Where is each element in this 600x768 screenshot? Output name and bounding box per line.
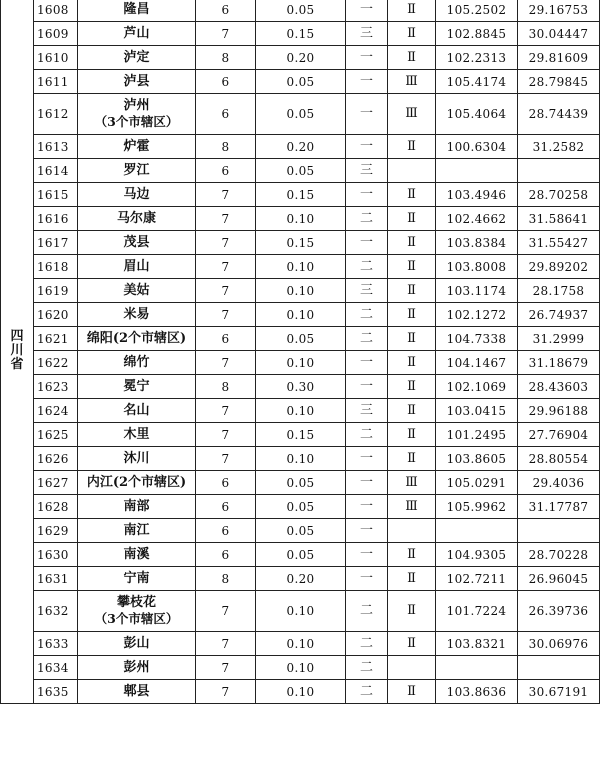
place-name: 彭州: [123, 659, 150, 675]
cell-design-group: 一: [346, 94, 388, 135]
cell-design-group: 三: [346, 399, 388, 423]
cell-design-group: 一: [346, 519, 388, 543]
place-name: 隆昌: [123, 1, 150, 17]
table-row: [1, 591, 600, 632]
cell-place: [78, 327, 196, 351]
cell-design-group: 三: [346, 279, 388, 303]
cell-code: 1608: [34, 0, 78, 22]
cell-code: 1616: [34, 207, 78, 231]
table-row: [1, 0, 600, 22]
cell-place: [78, 656, 196, 680]
cell-latitude: 29.89202: [518, 255, 600, 279]
place-name: 泸定: [123, 49, 150, 65]
cell-latitude: [518, 519, 600, 543]
cell-acceleration: 0.05: [256, 0, 346, 22]
cell-latitude: 28.70258: [518, 183, 600, 207]
cell-design-group: 二: [346, 303, 388, 327]
cell-design-group: 一: [346, 231, 388, 255]
table-row: [1, 351, 600, 375]
cell-place: [78, 303, 196, 327]
cell-latitude: 30.04447: [518, 22, 600, 46]
cell-code: 1632: [34, 591, 78, 632]
cell-intensity: 7: [196, 591, 256, 632]
cell-code: 1627: [34, 471, 78, 495]
cell-latitude: 30.67191: [518, 680, 600, 704]
cell-acceleration: 0.05: [256, 327, 346, 351]
place-name: 泸州: [123, 98, 150, 113]
cell-longitude: 103.8321: [436, 632, 518, 656]
cell-code: 1628: [34, 495, 78, 519]
cell-site-class: Ⅱ: [388, 423, 436, 447]
cell-place: [78, 22, 196, 46]
table-row: [1, 279, 600, 303]
cell-longitude: 105.0291: [436, 471, 518, 495]
cell-longitude: 103.1174: [436, 279, 518, 303]
cell-intensity: 7: [196, 351, 256, 375]
cell-latitude: 29.4036: [518, 471, 600, 495]
table-row: [1, 255, 600, 279]
cell-place: [78, 543, 196, 567]
cell-code: 1629: [34, 519, 78, 543]
cell-acceleration: 0.20: [256, 567, 346, 591]
cell-design-group: 一: [346, 70, 388, 94]
cell-acceleration: 0.10: [256, 279, 346, 303]
cell-acceleration: 0.05: [256, 495, 346, 519]
cell-site-class: Ⅱ: [388, 351, 436, 375]
table-row: [1, 656, 600, 680]
cell-longitude: 103.4946: [436, 183, 518, 207]
cell-intensity: 7: [196, 656, 256, 680]
cell-site-class: Ⅲ: [388, 471, 436, 495]
cell-place: [78, 495, 196, 519]
cell-design-group: 二: [346, 327, 388, 351]
cell-design-group: 一: [346, 0, 388, 22]
cell-acceleration: 0.15: [256, 423, 346, 447]
cell-intensity: 7: [196, 680, 256, 704]
cell-intensity: 7: [196, 399, 256, 423]
table-row: [1, 327, 600, 351]
table-row: [1, 471, 600, 495]
cell-place: [78, 423, 196, 447]
cell-intensity: 6: [196, 471, 256, 495]
cell-code: 1612: [34, 94, 78, 135]
cell-intensity: 7: [196, 303, 256, 327]
cell-code: 1631: [34, 567, 78, 591]
cell-latitude: 28.79845: [518, 70, 600, 94]
cell-acceleration: 0.15: [256, 22, 346, 46]
place-name: 冕宁: [123, 378, 150, 394]
cell-design-group: 二: [346, 632, 388, 656]
place-name: 芦山: [123, 25, 150, 41]
place-name: 郫县: [123, 683, 150, 699]
cell-site-class: Ⅲ: [388, 70, 436, 94]
cell-design-group: 一: [346, 543, 388, 567]
cell-site-class: Ⅱ: [388, 680, 436, 704]
cell-site-class: Ⅱ: [388, 46, 436, 70]
cell-latitude: 28.74439: [518, 94, 600, 135]
cell-site-class: Ⅲ: [388, 94, 436, 135]
cell-place: [78, 207, 196, 231]
table-row: [1, 22, 600, 46]
cell-intensity: 7: [196, 255, 256, 279]
cell-acceleration: 0.10: [256, 399, 346, 423]
cell-site-class: Ⅱ: [388, 135, 436, 159]
cell-code: 1633: [34, 632, 78, 656]
cell-code: 1622: [34, 351, 78, 375]
cell-intensity: 6: [196, 94, 256, 135]
place-name: 美姑: [123, 282, 150, 298]
place-name: 米易: [123, 306, 150, 322]
table-row: [1, 399, 600, 423]
cell-code: 1610: [34, 46, 78, 70]
cell-design-group: 一: [346, 351, 388, 375]
cell-site-class: Ⅱ: [388, 632, 436, 656]
cell-longitude: 103.8008: [436, 255, 518, 279]
cell-site-class: Ⅱ: [388, 447, 436, 471]
table-row: [1, 135, 600, 159]
cell-longitude: [436, 519, 518, 543]
cell-design-group: 二: [346, 591, 388, 632]
table-row: [1, 519, 600, 543]
cell-latitude: 31.2582: [518, 135, 600, 159]
table-row: [1, 543, 600, 567]
table-row: [1, 183, 600, 207]
cell-design-group: 一: [346, 135, 388, 159]
cell-latitude: [518, 159, 600, 183]
cell-acceleration: 0.05: [256, 70, 346, 94]
cell-intensity: 7: [196, 279, 256, 303]
cell-intensity: 6: [196, 519, 256, 543]
cell-code: 1611: [34, 70, 78, 94]
cell-design-group: 一: [346, 495, 388, 519]
cell-design-group: 二: [346, 680, 388, 704]
place-name: 绵阳(2个市辖区): [86, 330, 187, 346]
cell-site-class: Ⅱ: [388, 231, 436, 255]
cell-code: 1615: [34, 183, 78, 207]
cell-longitude: 103.8636: [436, 680, 518, 704]
place-name: 宁南: [123, 570, 150, 586]
cell-site-class: Ⅱ: [388, 327, 436, 351]
cell-site-class: [388, 519, 436, 543]
cell-place: [78, 135, 196, 159]
cell-site-class: Ⅱ: [388, 543, 436, 567]
cell-longitude: [436, 159, 518, 183]
cell-place: [78, 94, 196, 135]
cell-place: [78, 231, 196, 255]
cell-code: 1614: [34, 159, 78, 183]
cell-place: [78, 591, 196, 632]
table-row: [1, 70, 600, 94]
cell-latitude: 31.55427: [518, 231, 600, 255]
cell-design-group: 二: [346, 207, 388, 231]
cell-place: [78, 0, 196, 22]
cell-latitude: 28.1758: [518, 279, 600, 303]
cell-intensity: 6: [196, 543, 256, 567]
cell-latitude: 29.81609: [518, 46, 600, 70]
cell-longitude: 101.7224: [436, 591, 518, 632]
cell-latitude: 26.96045: [518, 567, 600, 591]
cell-latitude: 26.74937: [518, 303, 600, 327]
cell-code: 1630: [34, 543, 78, 567]
table-row: [1, 159, 600, 183]
cell-site-class: Ⅱ: [388, 0, 436, 22]
cell-place: [78, 471, 196, 495]
cell-acceleration: 0.20: [256, 46, 346, 70]
cell-longitude: 102.1069: [436, 375, 518, 399]
cell-longitude: 102.8845: [436, 22, 518, 46]
cell-acceleration: 0.10: [256, 632, 346, 656]
cell-intensity: 7: [196, 22, 256, 46]
place-name: 南溪: [123, 546, 150, 562]
cell-longitude: [436, 656, 518, 680]
table-row: [1, 94, 600, 135]
cell-latitude: 28.80554: [518, 447, 600, 471]
cell-site-class: Ⅱ: [388, 279, 436, 303]
province-cell: [1, 0, 34, 704]
cell-design-group: 一: [346, 375, 388, 399]
cell-latitude: 28.70228: [518, 543, 600, 567]
cell-place: [78, 279, 196, 303]
place-note: （3个市辖区）: [94, 611, 179, 626]
cell-longitude: 104.1467: [436, 351, 518, 375]
cell-longitude: 102.7211: [436, 567, 518, 591]
cell-longitude: 104.9305: [436, 543, 518, 567]
cell-latitude: 28.43603: [518, 375, 600, 399]
cell-intensity: 8: [196, 375, 256, 399]
cell-code: 1626: [34, 447, 78, 471]
table-row: [1, 231, 600, 255]
cell-acceleration: 0.20: [256, 135, 346, 159]
cell-place: [78, 680, 196, 704]
cell-place: [78, 183, 196, 207]
cell-code: 1635: [34, 680, 78, 704]
cell-site-class: Ⅱ: [388, 183, 436, 207]
cell-acceleration: 0.10: [256, 680, 346, 704]
cell-place: [78, 255, 196, 279]
cell-code: 1613: [34, 135, 78, 159]
cell-place: [78, 351, 196, 375]
cell-latitude: 29.96188: [518, 399, 600, 423]
cell-longitude: 102.1272: [436, 303, 518, 327]
cell-place: [78, 519, 196, 543]
cell-longitude: 105.9962: [436, 495, 518, 519]
cell-acceleration: 0.05: [256, 94, 346, 135]
cell-longitude: 102.2313: [436, 46, 518, 70]
place-name: 南部: [123, 498, 150, 514]
cell-design-group: 一: [346, 46, 388, 70]
cell-acceleration: 0.15: [256, 231, 346, 255]
cell-intensity: 8: [196, 567, 256, 591]
cell-latitude: 27.76904: [518, 423, 600, 447]
table-body: [1, 0, 600, 704]
cell-design-group: 一: [346, 567, 388, 591]
cell-acceleration: 0.10: [256, 303, 346, 327]
cell-intensity: 6: [196, 0, 256, 22]
cell-intensity: 7: [196, 423, 256, 447]
cell-longitude: 102.4662: [436, 207, 518, 231]
cell-longitude: 103.8605: [436, 447, 518, 471]
table-row: [1, 46, 600, 70]
table-row: [1, 423, 600, 447]
cell-code: 1625: [34, 423, 78, 447]
cell-acceleration: 0.05: [256, 159, 346, 183]
table-row: [1, 680, 600, 704]
cell-latitude: 26.39736: [518, 591, 600, 632]
cell-intensity: 6: [196, 495, 256, 519]
place-name: 罗江: [123, 162, 150, 178]
cell-acceleration: 0.05: [256, 471, 346, 495]
cell-design-group: 一: [346, 471, 388, 495]
cell-intensity: 7: [196, 231, 256, 255]
place-name: 茂县: [123, 234, 150, 250]
cell-acceleration: 0.15: [256, 183, 346, 207]
cell-intensity: 7: [196, 447, 256, 471]
cell-longitude: 103.8384: [436, 231, 518, 255]
place-name: 马边: [123, 186, 150, 202]
cell-intensity: 6: [196, 327, 256, 351]
table-row: [1, 375, 600, 399]
cell-site-class: Ⅱ: [388, 22, 436, 46]
place-name: 彭山: [123, 635, 150, 651]
place-name: 炉霍: [123, 138, 150, 154]
cell-site-class: Ⅱ: [388, 303, 436, 327]
table-row: [1, 495, 600, 519]
place-name: 木里: [123, 426, 150, 442]
cell-site-class: [388, 159, 436, 183]
cell-acceleration: 0.10: [256, 447, 346, 471]
cell-code: 1620: [34, 303, 78, 327]
cell-design-group: 三: [346, 159, 388, 183]
cell-place: [78, 447, 196, 471]
cell-acceleration: 0.10: [256, 207, 346, 231]
table-row: [1, 567, 600, 591]
cell-latitude: 31.17787: [518, 495, 600, 519]
cell-design-group: 一: [346, 183, 388, 207]
table-row: [1, 447, 600, 471]
place-name: 南江: [123, 522, 150, 538]
place-name: 泸县: [123, 73, 150, 89]
cell-acceleration: 0.05: [256, 543, 346, 567]
cell-design-group: 一: [346, 447, 388, 471]
cell-acceleration: 0.30: [256, 375, 346, 399]
cell-latitude: 30.06976: [518, 632, 600, 656]
table-row: [1, 303, 600, 327]
cell-latitude: 29.16753: [518, 0, 600, 22]
cell-longitude: 104.7338: [436, 327, 518, 351]
cell-design-group: 二: [346, 656, 388, 680]
cell-code: 1623: [34, 375, 78, 399]
cell-intensity: 8: [196, 135, 256, 159]
place-name: 名山: [123, 402, 150, 418]
place-name: 沐川: [123, 450, 150, 466]
cell-acceleration: 0.10: [256, 351, 346, 375]
cell-acceleration: 0.10: [256, 255, 346, 279]
place-name: 眉山: [123, 258, 150, 274]
cell-latitude: [518, 656, 600, 680]
table-row: [1, 207, 600, 231]
cell-code: 1621: [34, 327, 78, 351]
cell-longitude: 101.2495: [436, 423, 518, 447]
cell-code: 1619: [34, 279, 78, 303]
cell-site-class: Ⅲ: [388, 495, 436, 519]
cell-longitude: 105.2502: [436, 0, 518, 22]
cell-intensity: 7: [196, 632, 256, 656]
province-label: 四川省: [10, 328, 24, 372]
cell-code: 1618: [34, 255, 78, 279]
cell-place: [78, 399, 196, 423]
cell-code: 1634: [34, 656, 78, 680]
cell-site-class: Ⅱ: [388, 207, 436, 231]
cell-intensity: 6: [196, 159, 256, 183]
place-name: 内江(2个市辖区): [86, 474, 187, 490]
cell-longitude: 100.6304: [436, 135, 518, 159]
cell-longitude: 105.4064: [436, 94, 518, 135]
cell-design-group: 二: [346, 255, 388, 279]
cell-code: 1609: [34, 22, 78, 46]
cell-site-class: Ⅱ: [388, 255, 436, 279]
cell-place: [78, 46, 196, 70]
cell-latitude: 31.18679: [518, 351, 600, 375]
cell-latitude: 31.2999: [518, 327, 600, 351]
place-name: 马尔康: [116, 210, 156, 226]
place-name: 绵竹: [123, 354, 150, 370]
cell-site-class: Ⅱ: [388, 567, 436, 591]
cell-longitude: 103.0415: [436, 399, 518, 423]
cell-site-class: Ⅱ: [388, 375, 436, 399]
cell-design-group: 三: [346, 22, 388, 46]
cell-place: [78, 567, 196, 591]
cell-place: [78, 375, 196, 399]
cell-site-class: [388, 656, 436, 680]
cell-intensity: 7: [196, 183, 256, 207]
cell-place: [78, 70, 196, 94]
cell-intensity: 8: [196, 46, 256, 70]
cell-longitude: 105.4174: [436, 70, 518, 94]
cell-acceleration: 0.10: [256, 591, 346, 632]
cell-design-group: 二: [346, 423, 388, 447]
cell-code: 1624: [34, 399, 78, 423]
cell-acceleration: 0.10: [256, 656, 346, 680]
cell-site-class: Ⅱ: [388, 399, 436, 423]
cell-place: [78, 159, 196, 183]
cell-place: [78, 632, 196, 656]
cell-latitude: 31.58641: [518, 207, 600, 231]
cell-intensity: 7: [196, 207, 256, 231]
place-name: 攀枝花: [116, 595, 156, 610]
cell-code: 1617: [34, 231, 78, 255]
table-row: [1, 632, 600, 656]
cell-intensity: 6: [196, 70, 256, 94]
cell-site-class: Ⅱ: [388, 591, 436, 632]
cell-acceleration: 0.05: [256, 519, 346, 543]
place-note: （3个市辖区）: [94, 114, 179, 129]
